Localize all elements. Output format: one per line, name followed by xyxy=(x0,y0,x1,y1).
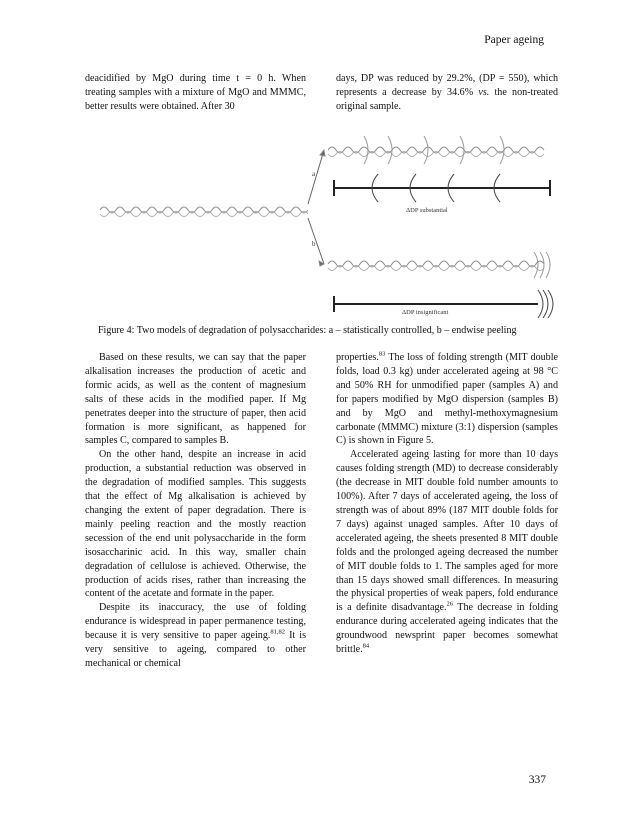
chain-a xyxy=(328,147,544,153)
reference-superscript: 84 xyxy=(362,642,370,650)
top-right-column xyxy=(336,72,558,114)
bottom-right-column xyxy=(336,351,558,657)
label-dp-insignificant: ΔDP insignificant xyxy=(402,309,449,316)
top-left-column xyxy=(85,72,306,114)
label-dp-substantial: ΔDP substantial xyxy=(406,207,448,214)
bottom-left-column xyxy=(85,351,306,671)
reference-superscript: 81,82 xyxy=(270,628,286,636)
paragraph: deacidified by MgO during time t = 0 h. When treating samples with a mixture of MgO and MMMC, better results were obtained. After 30 xyxy=(85,73,306,112)
figure-caption: Figure 4: Two models of degradation of polysaccharides: a – statistically controlled, b – endwise peeling xyxy=(98,325,517,336)
label-a: a xyxy=(312,170,316,178)
chain-b xyxy=(328,261,544,267)
running-header: Paper ageing xyxy=(484,34,544,46)
paragraph: Despite its inaccuracy, the use of folding endurance is widespread in paper permanence testing, because it is very sensitive to paper ageing.$^{81,82}$ It is very sensitive to ageing, compared to other mechanical or chemical xyxy=(85,602,306,669)
degradation-diagram xyxy=(88,128,560,318)
paragraph: days, DP was reduced by 29.2%, (DP = 550), which represents a decrease by 34.6% vs. the non-treated original sample. xyxy=(336,73,558,112)
paragraph: Accelerated ageing lasting for more than 10 days causes folding strength (MD) to decrease considerably (the decrease in MIT double fold number amounts to 100%). After 7 days of accelerated ageing, the loss of strength was of about 89% (187 MIT double folds for 7 days) against unaged samples. After 10 days of accelerated ageing, the sheets presented 8 MIT double folds and the prolonged ageing decreased the number of MIT double folds to 1. The samples aged for more than 15 days showed small differences. In measuring the physical properties of weak papers, fold endurance is a definite disadvantage.$^{26}$ The decrease in folding endurance during accelerated ageing indicates that the groundwood newsprint paper becomes somewhat brittle.$^{84}$ xyxy=(336,449,559,656)
page-number: 337 xyxy=(528,774,546,786)
paragraph: properties.$^{83}$ The loss of folding strength (MIT double folds, load 0.3 kg) under accelerated ageing at 98 °C and 50% RH for unmodified paper (samples A) and for papers modified by MgO dispersion (samples B) and by MgO and methyl-methoxymagnesium carbonate (MMMC) mixture (3:1) dispersion (samples C) is shown in Figure 5. xyxy=(336,350,558,447)
paragraph: Based on these results, we can say that the paper alkalisation increases the production of acetic and formic acids, as well as the content of magnesium salts of these acids in the modified paper. If Mg penetrates deeper into the structure of paper, then acid formation is more significant, as happened for samples C, compared to samples B. xyxy=(85,352,306,447)
original-chain xyxy=(100,207,308,213)
paragraph: On the other hand, despite an increase in acid production, a substantial reduction was observed in the degradation of modified samples. This suggests that the effect of Mg alkalisation is achieved by changing the extent of paper degradation. There is mainly peeling reaction and the mostly reaction secession of the end unit polysaccharide in the form isosaccharinic acid. In this way, smaller chain degradation of cellulose is achieved. Otherwise, the production of acids rises, rather than increasing the content of the acetate and formate in the paper. xyxy=(85,449,306,600)
label-b: b xyxy=(312,240,316,248)
reference-superscript: 26 xyxy=(446,600,454,608)
figure-degradation-models xyxy=(88,128,560,318)
reference-superscript: 83 xyxy=(378,350,386,358)
